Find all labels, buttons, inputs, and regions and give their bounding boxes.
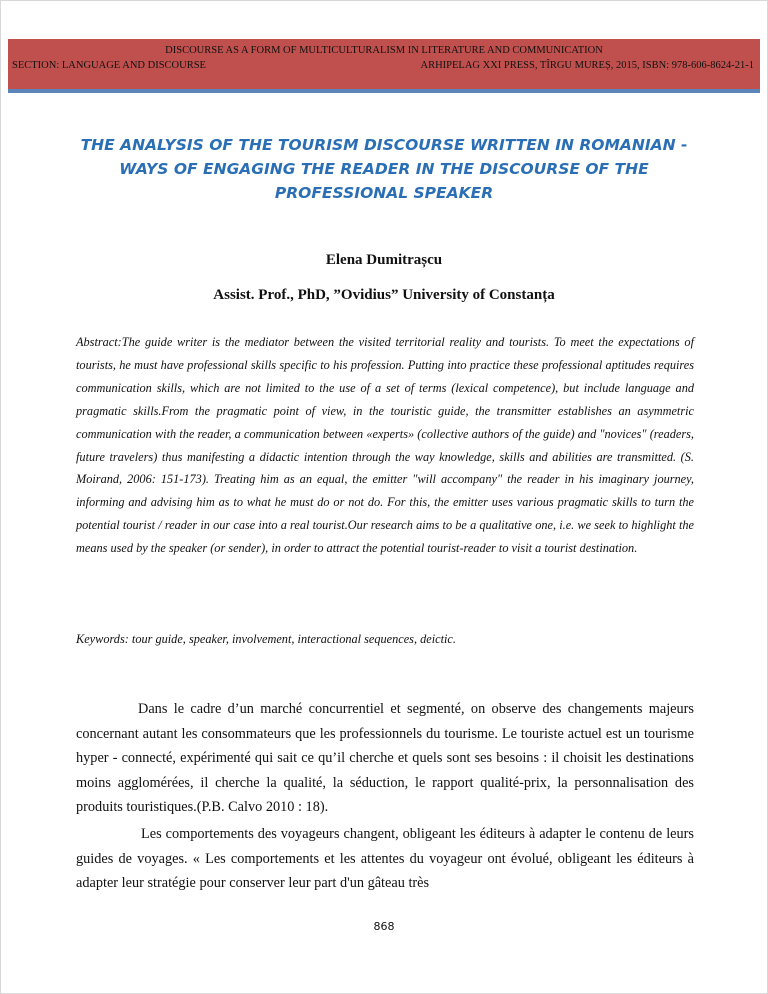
- body-paragraph-1: Dans le cadre d’un marché concurrentiel et segmenté, on observe des changements majeurs concernant autant les consommateurs que les professionnels du tourisme. Le touriste actuel est un tourisme hyper - connecté, expérimenté qui sait ce qu’il cherche et quels sont ses besoins : il choisit les destinations moins agglomérées, il cherche la qualité, la séduction, le rapport qualité-prix, la personnalisation des produits touristiques.(P.B. Calvo 2010 : 18).: [76, 701, 694, 816]
- body-paragraph-2: Les comportements des voyageurs changent, obligeant les éditeurs à adapter le contenu de leurs guides de voyages. « Les comportements et les attentes du voyageur ont évolué, obligeant les éditeurs à adapter leur stratégie pour conserver leur part d'un gâteau très: [76, 826, 694, 892]
- abstract: Abstract:The guide writer is the mediator between the visited territorial reality and tourists. To meet the expectations of tourists, he must have professional skills specific to his profession. Putting into practice these professional aptitudes requires communication skills, which are not limited to the use of a set of terms (lexical competence), but include language and pragmatic skills.From the pragmatic point of view, in the touristic guide, the transmitter establishes an asymmetric communication with the reader, a communication between «experts» (collective authors of the guide) and "novices" (readers, future travelers) thus manifesting a didactic intention through the way knowledge, skills and abilities are transmitted. (S. Moirand, 2006: 151-173). Treating him as an equal, the emitter "will accompany" the reader in his imaginary journey, informing and advising him as to what he must do or not do. For this, the emitter uses various pragmatic skills to turn the potential tourist / reader in our case into a real tourist.Our research aims to be a qualitative one, i.e. we seek to highlight the means used by the speaker (or sender), in order to attract the potential tourist-reader to visit a tourist destination.: [76, 335, 694, 556]
- running-header: [8, 39, 760, 93]
- keywords: Keywords: tour guide, speaker, involvement, interactional sequences, deictic.: [76, 632, 456, 646]
- header-publisher: ARHIPELAG XXI PRESS, TÎRGU MUREȘ, 2015, ISBN: 978-606-8624-21-1: [420, 60, 754, 71]
- page-number: 868: [373, 920, 395, 933]
- header-section: SECTION: LANGUAGE AND DISCOURSE: [12, 60, 206, 71]
- author-affiliation: Assist. Prof., PhD, ”Ovidius” University of Constanța: [213, 287, 555, 303]
- author-name: Elena Dumitrașcu: [325, 252, 443, 268]
- header-conference-title: DISCOURSE AS A FORM OF MULTICULTURALISM IN LITERATURE AND COMMUNICATION: [165, 45, 603, 56]
- paper-title: THE ANALYSIS OF THE TOURISM DISCOURSE WRITTEN IN ROMANIAN - WAYS OF ENGAGING THE READER IN THE DISCOURSE OF THE PROFESSIONAL SPEAKER: [80, 136, 688, 202]
